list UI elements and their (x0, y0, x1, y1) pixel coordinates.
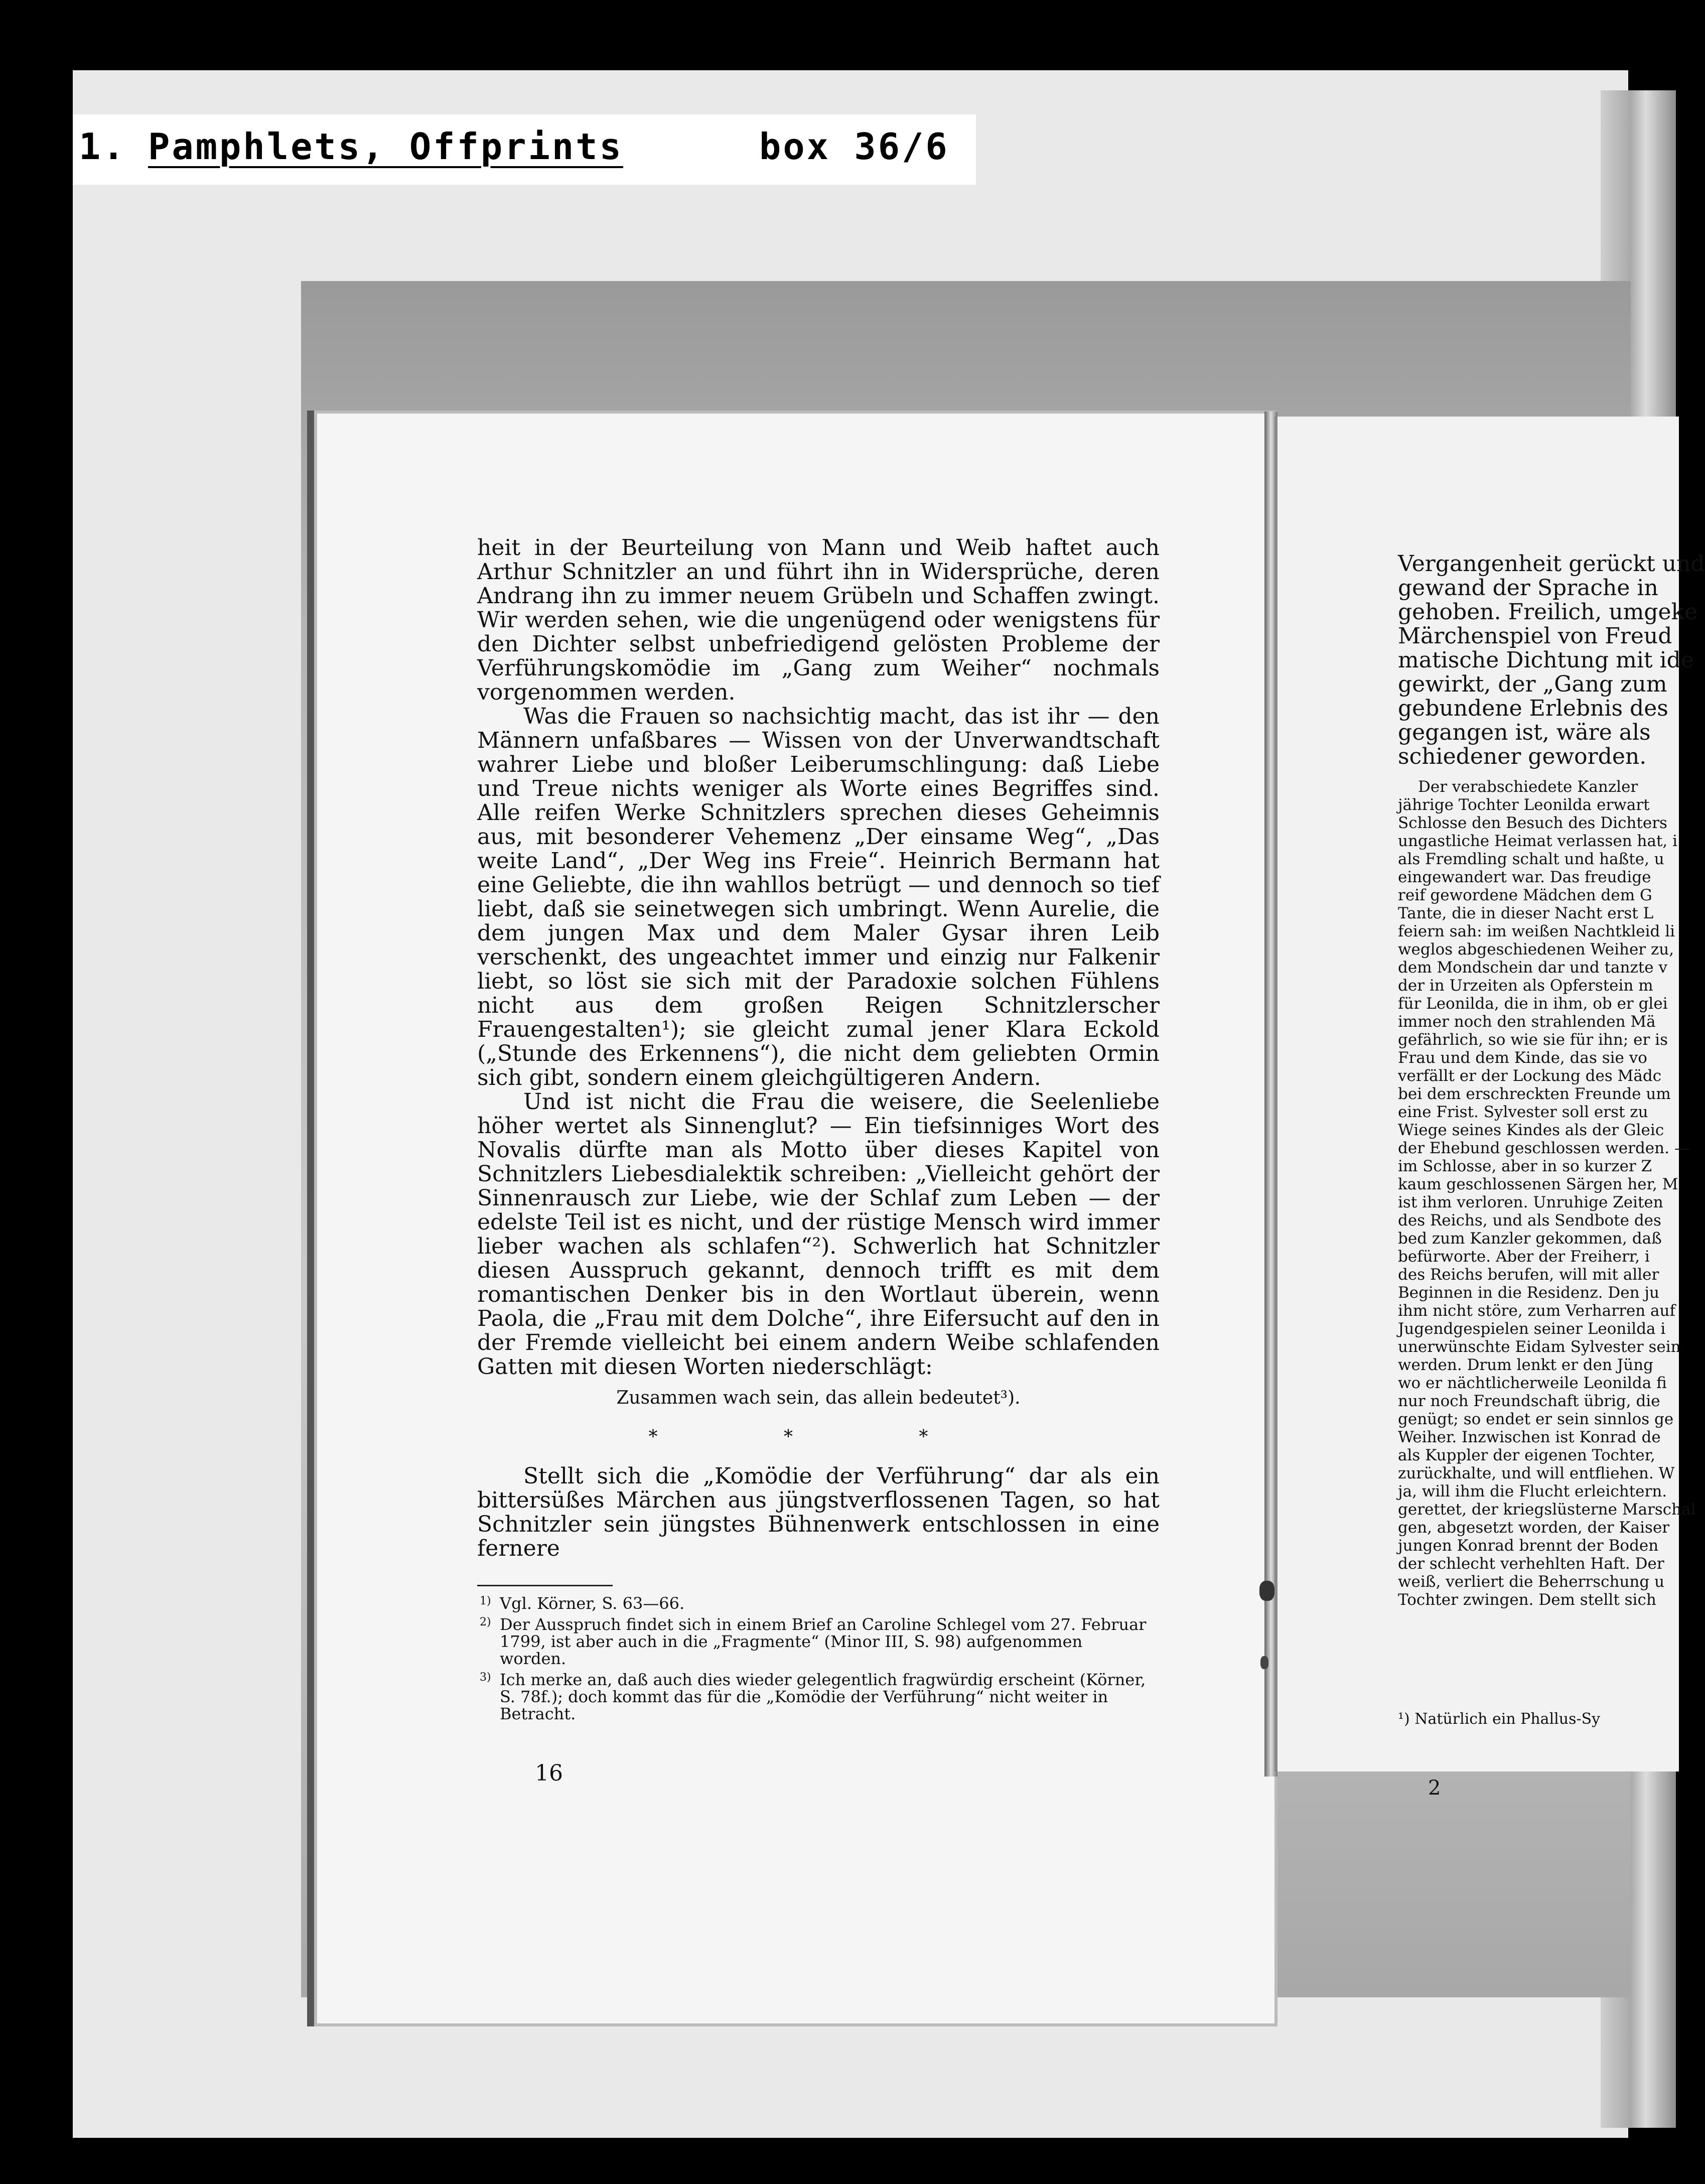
binding-clip (1260, 1656, 1268, 1669)
right-page-number: 2 (1428, 1777, 1441, 1800)
archive-label (73, 114, 976, 185)
footnotes (480, 1595, 1152, 1726)
summary-line: für Leonilda, die in ihm, ob er glei (1398, 995, 1668, 1013)
summary-line: bei dem erschreckten Freunde um (1398, 1085, 1671, 1103)
summary-line: genügt; so endet er sein sinnlos ge (1398, 1410, 1674, 1428)
footnote-2 (480, 1616, 1152, 1667)
summary-line: Der verabschiedete Kanzler (1418, 778, 1638, 796)
right-line: gehoben. Freilich, umgeke (1398, 599, 1698, 625)
summary-line: eingewandert war. Das freudige (1398, 868, 1651, 886)
summary-line: des Reichs, und als Sendbote des (1398, 1211, 1661, 1230)
summary-line: kaum geschlossenen Särgen her, M (1398, 1175, 1678, 1193)
summary-line: weiß, verliert die Beherrschung u (1398, 1573, 1665, 1591)
summary-line: als Kuppler der eigenen Tochter, (1398, 1446, 1655, 1464)
left-page-number: 16 (535, 1760, 563, 1786)
footnote-3 (480, 1671, 1152, 1722)
footnote-mark: 2) (480, 1616, 491, 1628)
summary-line: des Reichs berufen, will mit aller (1398, 1266, 1659, 1284)
summary-line: Weiher. Inzwischen ist Konrad de (1398, 1428, 1661, 1446)
right-line: Vergangenheit gerückt und (1398, 551, 1705, 577)
summary-line: feiern sah: im weißen Nachtkleid li (1398, 922, 1675, 940)
summary-line: im Schlosse, aber in so kurzer Z (1398, 1157, 1652, 1175)
summary-line: Tante, die in dieser Nacht erst L (1398, 904, 1654, 922)
summary-line: dem Mondschein dar und tanzte v (1398, 959, 1668, 977)
summary-line: unerwünschte Eidam Sylvester sein (1398, 1338, 1681, 1356)
summary-line: nur noch Freundschaft übrig, die (1398, 1392, 1660, 1410)
summary-line: immer noch den strahlenden Mä (1398, 1013, 1656, 1031)
section-break: * * * (648, 1427, 988, 1447)
footnote-text: Der Ausspruch findet sich in einem Brief an Caroline Schlegel vom 27. Februar 1799, ist aber auch in die „Fragmente“ (Minor III, S. 98) aufgenommen worden. (500, 1615, 1147, 1668)
right-line: gebundene Erlebnis des (1398, 696, 1668, 721)
footnote-mark: 3) (480, 1671, 491, 1684)
summary-line: Frau und dem Kinde, das sie vo (1398, 1049, 1647, 1067)
summary-line: Schlosse den Besuch des Dichters (1398, 814, 1667, 832)
summary-line: ist ihm verloren. Unruhige Zeiten (1398, 1193, 1663, 1211)
summary-line: ihm nicht störe, zum Verharren auf (1398, 1302, 1675, 1320)
summary-line: der schlecht verhehlten Haft. Der (1398, 1555, 1664, 1573)
summary-line: ungastliche Heimat verlassen hat, i (1398, 832, 1678, 850)
summary-line: ja, will ihm die Flucht erleichtern. (1398, 1482, 1667, 1500)
summary-line: reif gewordene Mädchen dem G (1398, 886, 1652, 904)
block-quote: Zusammen wach sein, das allein bedeutet³). (616, 1388, 1021, 1408)
label-number: 1. (79, 125, 126, 168)
summary-line: Jugendgespielen seiner Leonilda i (1398, 1320, 1666, 1338)
paragraph-1: heit in der Beurteilung von Mann und Weib haftet auch Arthur Schnitzler an und führt ihn in Widersprüche, deren Andrang ihn zu immer neuem Grübeln und Schaffen zwingt. Wir werden sehen, wie die ungenügend oder wenigstens für den Dichter selbst unbefriedigend gelösten Probleme der Verführungskomödie im „Gang zum Weiher“ nochmals vorgenommen werden. (477, 535, 1160, 705)
right-page (1274, 417, 1705, 1800)
summary-line: Tochter zwingen. Dem stellt sich (1398, 1591, 1656, 1609)
right-page-body (1398, 551, 1705, 769)
footnote-text: Ich merke an, daß auch dies wieder gelegentlich fragwürdig erscheint (Körner, S. 78f.); doch kommt das für die „Komödie der Verführung“ nicht weiter in Betracht. (500, 1670, 1146, 1723)
summary-line: werden. Drum lenkt er den Jüng (1398, 1356, 1654, 1374)
left-page (307, 411, 1277, 2026)
summary-line: Wiege seines Kindes als der Gleic (1398, 1121, 1664, 1139)
right-line: gegangen ist, wäre als (1398, 720, 1651, 745)
summary-line: zurückhalte, und will entfliehen. W (1398, 1464, 1675, 1482)
left-page-body (477, 536, 1160, 1561)
footnote-1 (480, 1595, 1152, 1612)
summary-line: der Ehebund geschlossen werden. — (1398, 1139, 1690, 1157)
summary-line: verfällt er der Lockung des Mädc (1398, 1067, 1662, 1085)
binding-clip (1259, 1581, 1274, 1601)
right-line: gewand der Sprache in (1398, 575, 1658, 601)
footnote-rule (477, 1585, 613, 1586)
summary-line: Beginnen in die Residenz. Den ju (1398, 1284, 1659, 1302)
summary-line: bed zum Kanzler gekommen, daß (1398, 1230, 1662, 1248)
summary-line: weglos abgeschiedenen Weiher zu, (1398, 940, 1674, 959)
summary-line: als Fremdling schalt und haßte, u (1398, 850, 1664, 868)
summary-line: gerettet, der kriegslüsterne Marschal (1398, 1500, 1696, 1519)
summary-line: der in Urzeiten als Opferstein m (1398, 977, 1653, 995)
right-line: Märchenspiel von Freud (1398, 623, 1672, 649)
footnote-text: Vgl. Körner, S. 63—66. (500, 1594, 685, 1613)
right-line: gewirkt, der „Gang zum (1398, 671, 1667, 697)
paragraph-2: Was die Frauen so nachsichtig macht, das ist ihr — den Männern unfaßbares — Wissen von der Unverwandtschaft wahrer Liebe und bloßer Leiberumschlingung: daß Liebe und Treue nichts weniger als Worte eines Begriffes sind. Alle reifen Werke Schnitzlers sprechen dieses Geheimnis aus, mit besonderer Vehemenz „Der einsame Weg“, „Das weite Land“, „Der Weg ins Freie“. Heinrich Bermann hat eine Geliebte, die ihn wahllos betrügt — und dennoch so tief liebt, daß sie seinetwegen sich umbringt. Wenn Aurelie, die dem jungen Max und dem Maler Gysar ihren Leib verschenkt, des ungeachtet immer und einzig nur Falkenir liebt, so löst sie sich mit der Paradoxie solchen Fühlens nicht aus dem großen Reigen Schnitzlerscher Frauengestalten¹); sie gleicht zumal jener Klara Eckold („Stunde des Erkennens“), die nicht dem geliebten Ormin sich gibt, sondern einem gleichgültigeren Andern. (477, 704, 1160, 1090)
paragraph-3: Und ist nicht die Frau die weisere, die Seelenliebe höher wertet als Sinnenglut? — Ein tiefsinniges Wort des Novalis dürfte man als Motto über dieses Kapitel von Schnitzlers Liebesdialektik schreiben: „Vielleicht gehört der Sinnenrausch zur Liebe, wie der Schlaf zum Leben — der edelste Teil ist es nicht, und der rüstige Mensch wird immer lieber wachen als schlafen“²). Schwerlich hat Schnitzler diesen Ausspruch gekannt, dennoch trifft es mit dem romantischen Denker bis in den Wortlaut überein, wenn Paola, die „Frau mit dem Dolche“, ihre Eifersucht auf den in der Fremde vielleicht bei einem andern Weibe schlafenden Gatten mit diesen Worten niederschlägt: (477, 1089, 1160, 1380)
summary-line: jährige Tochter Leonilda erwart (1398, 796, 1650, 814)
summary-line: jungen Konrad brennt der Boden (1398, 1537, 1659, 1555)
right-line: schiedener geworden. (1398, 744, 1647, 769)
summary-line: eine Frist. Sylvester soll erst zu (1398, 1103, 1648, 1121)
label-title: Pamphlets, Offprints (148, 125, 623, 168)
paragraph-4: Stellt sich die „Komödie der Verführung“ dar als ein bittersüßes Märchen aus jüngstverflossenen Tagen, so hat Schnitzler sein jüngstes Bühnenwerk entschlossen in eine fernere (477, 1463, 1160, 1561)
right-footnote: ¹) Natürlich ein Phallus-Sy (1398, 1710, 1601, 1728)
right-line: matische Dichtung mit ide (1398, 647, 1694, 673)
summary-line: gefährlich, so wie sie für ihn; er is (1398, 1031, 1668, 1049)
summary-line: wo er nächtlicherweile Leonilda fi (1398, 1374, 1667, 1392)
right-page-summary (1398, 778, 1696, 1609)
summary-line: befürworte. Aber der Freiherr, i (1398, 1248, 1650, 1266)
footnote-mark: 1) (480, 1595, 491, 1607)
summary-line: gen, abgesetzt worden, der Kaiser (1398, 1519, 1670, 1537)
label-box: box 36/6 (759, 125, 949, 168)
